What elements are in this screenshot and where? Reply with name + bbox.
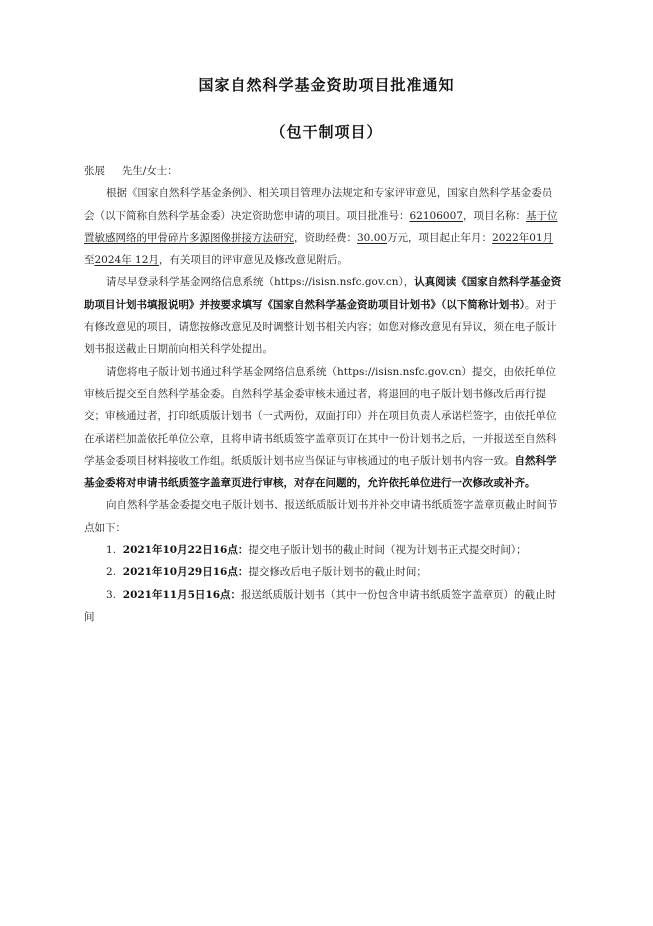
document-title: 国家自然科学基金资助项目批准通知 <box>198 76 455 94</box>
recipient-title: 先生/女士： <box>121 165 178 177</box>
funding-amount: 30.00 <box>357 231 388 244</box>
approval-number: 62106007 <box>409 209 463 222</box>
deadline-number: 1. <box>106 544 117 557</box>
submission-text: 请您将电子版计划书通过科学基金网络信息系统（https://isisn.nsfc.gov.cn）提交，由依托单位审核后提交至自然科学基金委。自然科学基金委审核未通过者，将退回的电子版计划书修改后再行提交；审核通过者，打印纸质版计划书（一式两份，双面打印）并在项目负责人承诺栏签字，由依托单位在承诺栏加盖依托单位公章，且将申请书纸质签字盖章页订在其中一份计划书之后，一并报送至自然科学基金委项目材料接收工作组。纸质版计划书应当保证与审核通过的电子版计划书内容一致。 <box>84 365 557 467</box>
deadline-date: 2021年11月5日16点： <box>122 588 242 601</box>
login-text-2: 。对于有修改意见的项目，请您按修改意见及时调整计划书相关内容；如您对修改意见有异议，须在电子版计划书报送截止日期前向相关科学处提出。 <box>84 298 557 356</box>
deadline-date: 2021年10月29日16点： <box>122 566 249 579</box>
approval-text-3: ，资助经费： <box>294 231 357 244</box>
document-subtitle: （包干制项目） <box>270 123 383 141</box>
deadline-item-1 <box>84 539 562 561</box>
deadline-date: 2021年10月22日16点： <box>122 544 249 557</box>
deadline-number: 2. <box>106 566 117 579</box>
document-body <box>84 160 562 628</box>
deadline-text: 提交电子版计划书的截止时间（视为计划书正式提交时间）； <box>248 544 527 557</box>
paragraph-deadlines: 向自然科学基金委提交电子版计划书、报送纸质版计划书并补交申请书纸质签字盖章页截止时间节点如下： <box>84 499 558 534</box>
approval-text-6: ，有关项目的评审意见及修改意见附后。 <box>158 254 348 267</box>
deadline-text: 提交修改后电子版计划书的截止时间； <box>248 566 427 579</box>
recipient-name: 张展 <box>84 165 105 177</box>
paragraph-login <box>84 271 562 360</box>
project-name: 基于位置敏感网络的甲骨碎片多源图像拼接方法研究 <box>84 209 558 244</box>
approval-text-2: ，项目名称： <box>462 209 526 222</box>
submission-bold-text: 自然科学基金委将对申请书纸质签字盖章页进行审核，对存在问题的，允许依托单位进行一次修改或补齐。 <box>84 454 557 490</box>
login-bold-text: 认真阅读《国家自然科学基金资助项目计划书填报说明》并按要求填写《国家自然科学基金资助项目计划书》（以下简称计划书） <box>84 276 562 311</box>
start-date: 2022年01月 <box>492 231 554 244</box>
login-text-1: 请尽早登录科学基金网络信息系统（https://isisn.nsfc.gov.cn）， <box>106 276 415 289</box>
deadline-item-3 <box>84 584 562 629</box>
approval-text-5: 至 <box>84 254 95 267</box>
approval-text-4: 万元，项目起止年月： <box>387 231 493 244</box>
deadline-item-2 <box>84 561 562 583</box>
paragraph-approval <box>84 182 562 271</box>
deadline-text: 报送纸质版计划书（其中一份包含申请书纸质签字盖章页）的截止时间 <box>84 588 557 623</box>
end-date: 2024年 12月 <box>94 254 159 267</box>
approval-text-1: 根据《国家自然科学基金条例》、相关项目管理办法规定和专家评审意见，国家自然科学基金委员会（以下简称自然科学基金委）决定资助您申请的项目。项目批准号： <box>84 187 553 222</box>
paragraph-submission <box>84 361 562 495</box>
salutation <box>84 160 562 182</box>
deadline-number: 3. <box>106 588 117 601</box>
